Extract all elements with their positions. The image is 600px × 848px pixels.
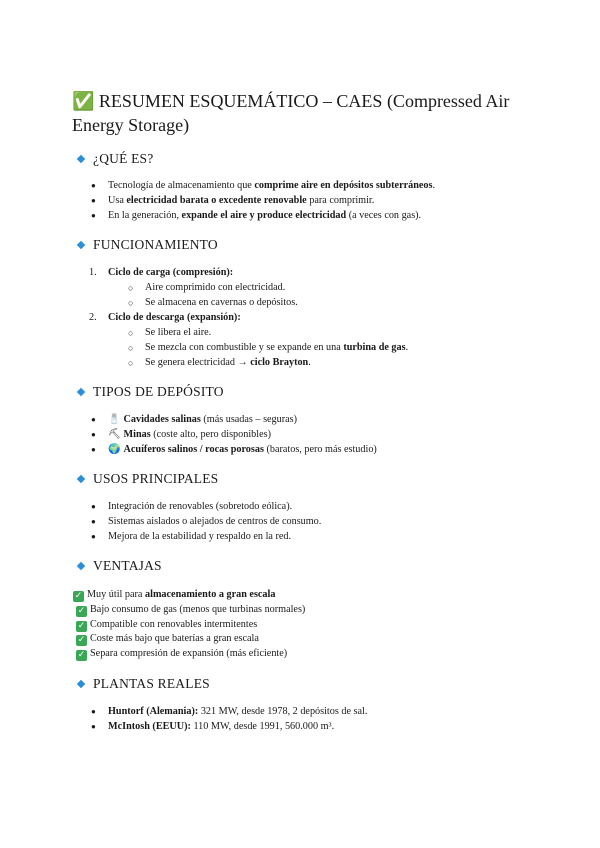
circle-bullet-icon: ○ <box>128 298 134 308</box>
document-title <box>72 89 542 137</box>
circle-bullet-icon: ○ <box>128 283 134 293</box>
step-number: 2. <box>89 312 97 323</box>
bullet-icon: ● <box>91 722 96 731</box>
bullet-icon: ● <box>91 532 96 541</box>
diamond-bullet-icon <box>77 241 85 249</box>
check-mark-icon: ✓ <box>77 650 86 660</box>
advantage-item: ✓ Compatible con renovables intermitentes <box>77 619 258 631</box>
list-item: ⛏ Minas (coste alto, pero disponibles) <box>108 429 271 440</box>
sub-item: Se libera el aire. <box>145 327 212 338</box>
step-label: Ciclo de descarga (expansión): <box>108 312 241 323</box>
salt-icon: 🧂 <box>108 414 121 425</box>
diamond-bullet-icon <box>77 475 85 483</box>
bullet-icon: ● <box>91 211 96 220</box>
bullet-icon: ● <box>91 502 96 511</box>
bullet-icon: ● <box>91 430 96 439</box>
list-item: Usa electricidad barata o excedente renovable para comprimir. <box>108 195 375 206</box>
check-mark-icon: ✓ <box>77 606 86 616</box>
sub-item: Se mezcla con combustible y se expande en una turbina de gas. <box>145 342 409 353</box>
check-mark-icon: ✓ <box>77 635 86 645</box>
bullet-icon: ● <box>91 445 96 454</box>
title-line-2: Energy Storage) <box>72 115 190 135</box>
diamond-bullet-icon <box>77 680 85 688</box>
list-item: McIntosh (EEUU): 110 MW, desde 1991, 560.000 m³. <box>108 721 335 732</box>
list-item: En la generación, expande el aire y produce electricidad (a veces con gas). <box>108 210 422 221</box>
sub-item: Aire comprimido con electricidad. <box>145 282 286 293</box>
advantage-item: ✓ Muy útil para almacenamiento a gran escala <box>74 589 276 601</box>
bullet-icon: ● <box>91 196 96 205</box>
diamond-bullet-icon <box>77 388 85 396</box>
check-mark-icon: ✅ <box>72 91 95 111</box>
advantage-item: ✓ Bajo consumo de gas (menos que turbinas normales) <box>77 604 306 616</box>
list-item: Tecnología de almacenamiento que comprime aire en depósitos subterráneos. <box>108 180 435 191</box>
list-item: Sistemas aislados o alejados de centros de consumo. <box>108 516 322 527</box>
list-item: Integración de renovables (sobretodo eólica). <box>108 501 293 512</box>
diamond-bullet-icon <box>77 155 85 163</box>
bullet-icon: ● <box>91 181 96 190</box>
heading-ventajas: VENTAJAS <box>75 557 162 575</box>
heading-funcionamiento: FUNCIONAMIENTO <box>75 236 218 254</box>
diamond-bullet-icon <box>77 562 85 570</box>
advantage-item: ✓ Coste más bajo que baterías a gran escala <box>77 633 259 645</box>
title-line-1: RESUMEN ESQUEMÁTICO – CAES (Compressed Air <box>98 91 510 111</box>
sub-item: Se almacena en cavernas o depósitos. <box>145 297 298 308</box>
step-label: Ciclo de carga (compresión): <box>108 267 234 278</box>
circle-bullet-icon: ○ <box>128 328 134 338</box>
list-item: 🌍 Acuíferos salinos / rocas porosas (baratos, pero más estudio) <box>108 444 377 455</box>
list-item: Huntorf (Alemania): 321 MW, desde 1978, 2 depósitos de sal. <box>108 706 368 717</box>
check-mark-icon: ✓ <box>74 591 83 601</box>
list-item: Mejora de la estabilidad y respaldo en la red. <box>108 531 292 542</box>
bullet-icon: ● <box>91 707 96 716</box>
bullet-icon: ● <box>91 517 96 526</box>
list-item: 🧂 Cavidades salinas (más usadas – seguras) <box>108 414 298 425</box>
circle-bullet-icon: ○ <box>128 343 134 353</box>
bullet-icon: ● <box>91 415 96 424</box>
circle-bullet-icon: ○ <box>128 358 134 368</box>
pick-icon: ⛏ <box>108 429 121 440</box>
heading-tipos-deposito: TIPOS DE DEPÓSITO <box>75 383 224 401</box>
heading-que-es: ¿QUÉ ES? <box>75 150 153 168</box>
heading-usos-principales: USOS PRINCIPALES <box>75 470 218 488</box>
heading-plantas-reales: PLANTAS REALES <box>75 675 210 693</box>
globe-icon: 🌍 <box>108 444 121 455</box>
check-mark-icon: ✓ <box>77 621 86 631</box>
sub-item: Se genera electricidad → ciclo Brayton. <box>145 357 311 368</box>
advantage-item: ✓ Separa compresión de expansión (más eficiente) <box>77 648 288 660</box>
step-number: 1. <box>89 267 97 278</box>
